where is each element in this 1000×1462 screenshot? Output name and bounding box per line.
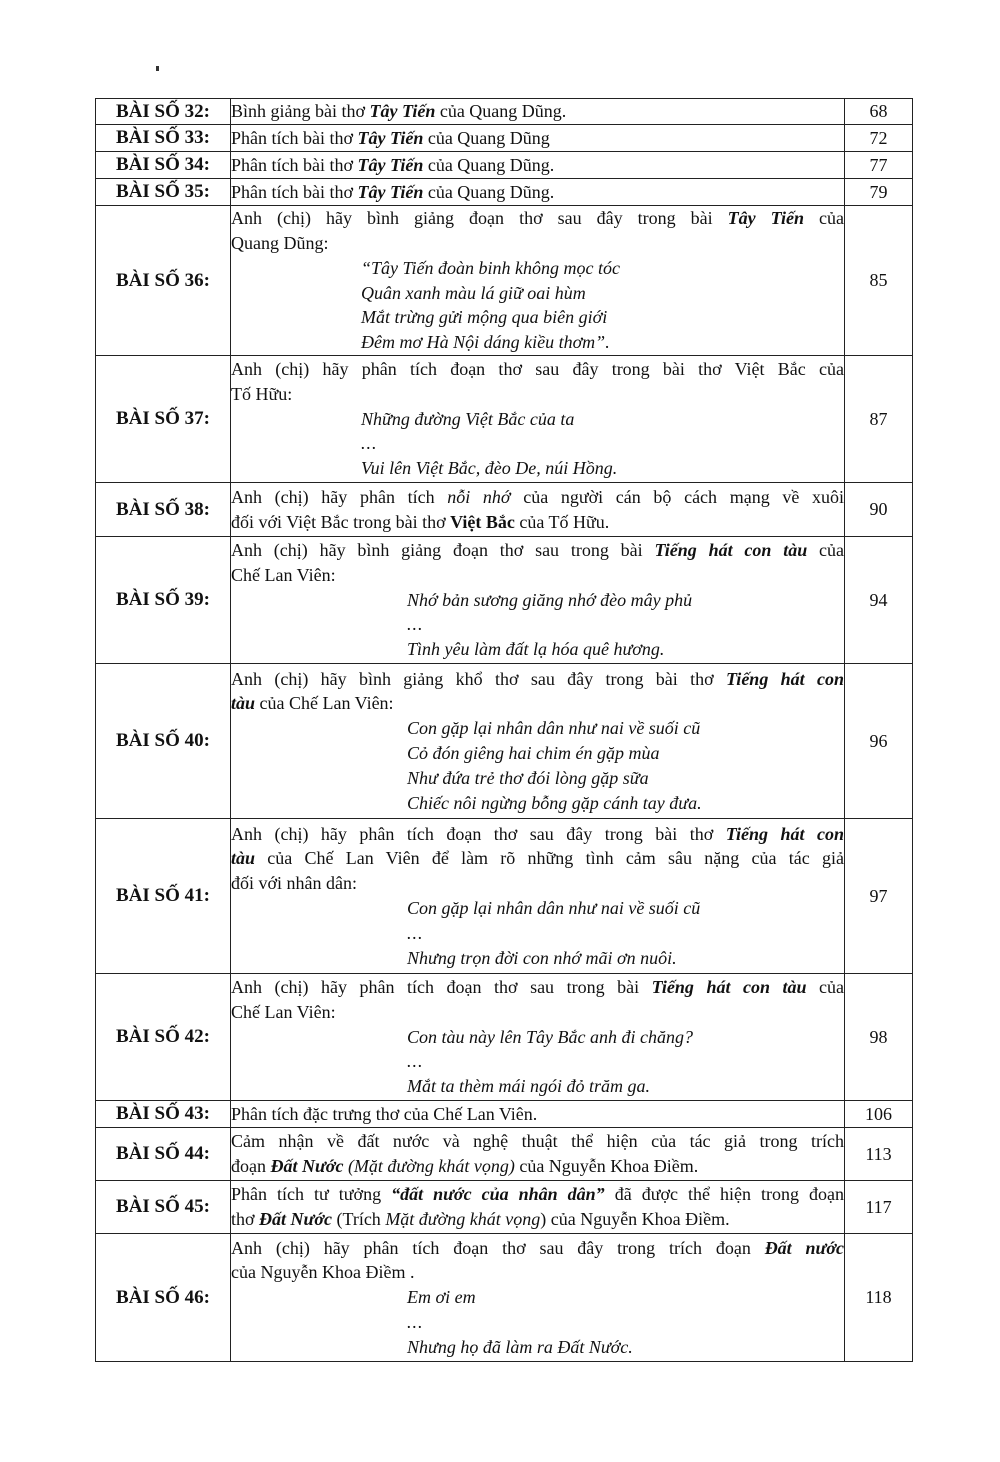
toc-row <box>96 1101 913 1128</box>
text-run: Cỏ đón giêng hai chim én gặp mùa <box>407 743 660 763</box>
description-line <box>231 1129 844 1154</box>
lesson-number: BÀI SỐ 42: <box>96 974 231 1101</box>
text-run: ... <box>361 433 378 454</box>
text-run: của Quang Dũng. <box>435 101 567 122</box>
poem-line <box>231 456 844 481</box>
toc-body <box>96 99 913 1362</box>
lesson-number: BÀI SỐ 37: <box>96 356 231 483</box>
text-run: ) của Nguyễn Khoa Điềm. <box>540 1209 730 1229</box>
lesson-description <box>231 483 845 537</box>
description-line <box>231 1102 844 1127</box>
text-run: Con gặp lại nhân dân như nai về suối cũ <box>407 718 701 739</box>
lesson-number: BÀI SỐ 32: <box>96 99 231 125</box>
poem-line <box>231 612 844 637</box>
toc-row <box>96 206 913 356</box>
text-run: của <box>807 540 844 560</box>
emphasized-text: (Mặt đường khát vọng) <box>347 1156 515 1176</box>
text-run: Phân tích tư tưởng <box>231 1184 392 1205</box>
poem-line <box>231 946 844 971</box>
lesson-number: BÀI SỐ 44: <box>96 1128 231 1181</box>
toc-row <box>96 1128 913 1181</box>
text-run: của Chế Lan Viên: <box>255 693 394 714</box>
poem-line <box>231 281 844 306</box>
description-line <box>231 538 844 563</box>
toc-table <box>95 98 913 1362</box>
lesson-description <box>231 99 845 125</box>
text-run: Bình giảng bài thơ <box>231 101 370 122</box>
lesson-number: BÀI SỐ 45: <box>96 1181 231 1234</box>
text-run: Quang Dũng: <box>231 232 329 253</box>
text-run: Vui lên Việt Bắc, đèo De, núi Hồng. <box>361 458 618 479</box>
text-run: Anh (chị) hãy bình giảng khổ thơ sau đây trong bài thơ <box>231 668 726 689</box>
page-number: 77 <box>845 152 913 179</box>
text-run: của <box>804 208 845 229</box>
description-line <box>231 1182 844 1207</box>
emphasized-text: tàu <box>231 693 256 714</box>
text-run: Nhưng họ đã làm ra Đất Nước. <box>407 1336 633 1357</box>
description-line <box>231 822 844 847</box>
poem-line <box>231 431 844 456</box>
text-run: của người cán bộ cách mạng về xuôi <box>510 486 845 507</box>
text-run: Nhớ bản sương giăng nhớ đèo mây phủ <box>407 589 693 610</box>
poem-line <box>231 716 844 741</box>
text-run: của Nguyễn Khoa Điềm. <box>514 1156 699 1176</box>
emphasized-text: Tây Tiến <box>727 208 805 229</box>
text-run: đối với Việt Bắc trong bài thơ <box>231 511 451 532</box>
poem-line <box>231 1310 844 1335</box>
lesson-description <box>231 125 845 152</box>
text-run: Con tàu này lên Tây Bắc anh đi chăng? <box>407 1026 693 1047</box>
emphasized-text: Đất Nước <box>259 1209 332 1229</box>
text-run: Tình yêu làm đất lạ hóa quê hương. <box>407 639 665 660</box>
description-line <box>231 357 844 382</box>
text-run: đối với nhân dân: <box>231 873 357 894</box>
text-run: của Tố Hữu. <box>514 511 610 532</box>
description-line <box>231 1207 844 1232</box>
description-line <box>231 846 844 871</box>
description-line <box>231 871 844 896</box>
page-number: 72 <box>845 125 913 152</box>
text-run: thơ <box>231 1209 260 1229</box>
description-line <box>231 382 844 407</box>
speck-mark <box>156 66 159 71</box>
lesson-description <box>231 537 845 664</box>
lesson-number: BÀI SỐ 38: <box>96 483 231 537</box>
text-run: Phân tích đặc trưng thơ của Chế Lan Viên. <box>231 1103 538 1124</box>
lesson-number: BÀI SỐ 40: <box>96 664 231 819</box>
poem-line <box>231 741 844 766</box>
text-run: ... <box>407 1051 424 1072</box>
lesson-description <box>231 1128 845 1181</box>
text-run: của <box>806 977 844 997</box>
lesson-number: BÀI SỐ 35: <box>96 179 231 206</box>
toc-row <box>96 819 913 974</box>
text-run: Mắt trừng gửi mộng qua biên giới <box>361 307 608 328</box>
toc-row <box>96 974 913 1101</box>
description-line <box>231 153 844 178</box>
text-run: Phân tích bài thơ <box>231 181 358 202</box>
emphasized-text: Mặt đường khát vọng <box>385 1209 541 1229</box>
toc-row <box>96 1234 913 1362</box>
description-line <box>231 231 844 256</box>
lesson-number: BÀI SỐ 41: <box>96 819 231 974</box>
description-line <box>231 563 844 588</box>
lesson-description <box>231 356 845 483</box>
description-line <box>231 485 844 510</box>
text-run: Cảm nhận về đất nước và nghệ thuật thể hiện của tác giả trong trích <box>231 1131 844 1152</box>
page-number: 79 <box>845 179 913 206</box>
toc-row <box>96 152 913 179</box>
toc-row <box>96 483 913 537</box>
emphasized-text: Tiếng hát con <box>725 668 844 689</box>
toc-row <box>96 125 913 152</box>
lesson-description <box>231 1101 845 1128</box>
page-number: 98 <box>845 974 913 1101</box>
description-line <box>231 1260 844 1285</box>
page-number: 117 <box>845 1181 913 1234</box>
lesson-description <box>231 152 845 179</box>
text-run: của Quang Dũng. <box>423 181 555 202</box>
lesson-number: BÀI SỐ 36: <box>96 206 231 356</box>
emphasized-text: Tây Tiến <box>357 181 424 202</box>
page-number: 96 <box>845 664 913 819</box>
lesson-description <box>231 819 845 974</box>
text-run: Phân tích bài thơ <box>231 127 358 148</box>
poem-line <box>231 407 844 432</box>
text-run: Như đứa trẻ thơ đói lòng gặp sữa <box>407 767 649 788</box>
emphasized-text: Tây Tiến <box>357 154 424 175</box>
emphasized-text: tàu <box>231 848 256 869</box>
text-run: Tố Hữu: <box>231 383 293 404</box>
lesson-description <box>231 664 845 819</box>
description-line <box>231 180 844 205</box>
text-run: của Quang Dũng <box>423 127 550 148</box>
text-run: Chiếc nôi ngừng bỗng gặp cánh tay đưa. <box>407 792 702 813</box>
emphasized-text: Đất nước <box>764 1237 844 1258</box>
description-line <box>231 667 844 692</box>
description-line <box>231 99 844 124</box>
text-run: Anh (chị) hãy bình giảng đoạn thơ sau trong bài <box>231 540 655 560</box>
toc-row <box>96 664 913 819</box>
description-line <box>231 1154 844 1179</box>
text-run: Nhưng trọn đời con nhớ mãi ơn nuôi. <box>407 947 677 968</box>
toc-row <box>96 537 913 664</box>
text-run: của Nguyễn Khoa Điềm . <box>231 1262 415 1283</box>
description-line <box>231 206 844 231</box>
page-number: 97 <box>845 819 913 974</box>
description-line <box>231 975 844 1000</box>
poem-line <box>231 256 844 281</box>
poem-line <box>231 588 844 613</box>
poem-line <box>231 766 844 791</box>
page-number: 106 <box>845 1101 913 1128</box>
emphasized-text: Tây Tiến <box>369 101 436 122</box>
lesson-description <box>231 206 845 356</box>
text-run: của Quang Dũng. <box>423 154 555 175</box>
text-run: Anh (chị) hãy phân tích đoạn thơ sau đây trong trích đoạn <box>231 1237 765 1258</box>
poem-line <box>231 896 844 921</box>
text-run: Mắt ta thèm mái ngói đỏ trăm ga. <box>407 1076 650 1097</box>
emphasized-text: Đất Nước <box>270 1156 344 1176</box>
poem-line <box>231 1335 844 1360</box>
lesson-number: BÀI SỐ 34: <box>96 152 231 179</box>
emphasized-text: “đất nước của nhân dân” <box>391 1184 605 1205</box>
poem-line <box>231 330 844 355</box>
text-run: ... <box>407 614 424 635</box>
emphasized-text: Tây Tiến <box>357 127 424 148</box>
emphasized-text: Tiếng hát con <box>725 823 845 844</box>
poem-line <box>231 1285 844 1310</box>
lesson-description <box>231 1234 845 1362</box>
poem-line <box>231 791 844 816</box>
text-run: (Trích <box>331 1209 386 1229</box>
emphasized-text: Tiếng hát con tàu <box>654 540 808 560</box>
text-run: đã được thể hiện trong đoạn <box>604 1184 844 1205</box>
description-line <box>231 1000 844 1025</box>
text-run: Đêm mơ Hà Nội dáng kiều thơm”. <box>361 332 610 353</box>
page-number: 90 <box>845 483 913 537</box>
lesson-number: BÀI SỐ 33: <box>96 125 231 152</box>
text-run: Những đường Việt Bắc của ta <box>361 408 575 429</box>
toc-row <box>96 179 913 206</box>
text-run: đoạn <box>231 1156 271 1176</box>
emphasized-text: Việt Bắc <box>450 511 515 532</box>
text-run: Chế Lan Viên: <box>231 1001 336 1022</box>
page-number: 85 <box>845 206 913 356</box>
poem-line <box>231 921 844 946</box>
page-number: 87 <box>845 356 913 483</box>
emphasized-text: nỗi nhớ <box>447 486 511 507</box>
text-run: Anh (chị) hãy phân tích đoạn thơ sau đây trong bài thơ <box>231 823 726 844</box>
text-run: “Tây Tiến đoàn binh không mọc tóc <box>361 257 620 278</box>
text-run: Anh (chị) hãy phân tích <box>231 486 448 507</box>
text-run: Con gặp lại nhân dân như nai về suối cũ <box>407 898 701 918</box>
page-number: 94 <box>845 537 913 664</box>
poem-line <box>231 305 844 330</box>
text-run: Anh (chị) hãy phân tích đoạn thơ sau đây trong bài thơ Việt Bắc của <box>231 359 844 379</box>
description-line <box>231 126 844 151</box>
page-number: 118 <box>845 1234 913 1362</box>
text-run: ... <box>407 922 424 943</box>
text-run: Anh (chị) hãy bình giảng đoạn thơ sau đây trong bài <box>231 208 728 229</box>
lesson-number: BÀI SỐ 39: <box>96 537 231 664</box>
toc-row <box>96 356 913 483</box>
poem-line <box>231 1025 844 1050</box>
page-number: 68 <box>845 99 913 125</box>
text-run: Em ơi em <box>407 1287 476 1308</box>
poem-line <box>231 1074 844 1099</box>
text-run: ... <box>407 1311 424 1332</box>
description-line <box>231 691 844 716</box>
text-run: Phân tích bài thơ <box>231 154 358 175</box>
text-run: Anh (chị) hãy phân tích đoạn thơ sau trong bài <box>231 977 652 997</box>
lesson-description <box>231 179 845 206</box>
lesson-description <box>231 974 845 1101</box>
description-line <box>231 510 844 535</box>
text-run: Quân xanh màu lá giữ oai hùm <box>361 282 586 303</box>
lesson-number: BÀI SỐ 43: <box>96 1101 231 1128</box>
lesson-description <box>231 1181 845 1234</box>
text-run: của Chế Lan Viên để làm rõ những tình cảm sâu nặng của tác giả <box>255 848 844 869</box>
toc-row <box>96 99 913 125</box>
emphasized-text: Tiếng hát con tàu <box>651 977 807 997</box>
poem-line <box>231 1049 844 1074</box>
toc-row <box>96 1181 913 1234</box>
lesson-number: BÀI SỐ 46: <box>96 1234 231 1362</box>
page-number: 113 <box>845 1128 913 1181</box>
text-run: Chế Lan Viên: <box>231 564 336 585</box>
description-line <box>231 1236 844 1261</box>
poem-line <box>231 637 844 662</box>
